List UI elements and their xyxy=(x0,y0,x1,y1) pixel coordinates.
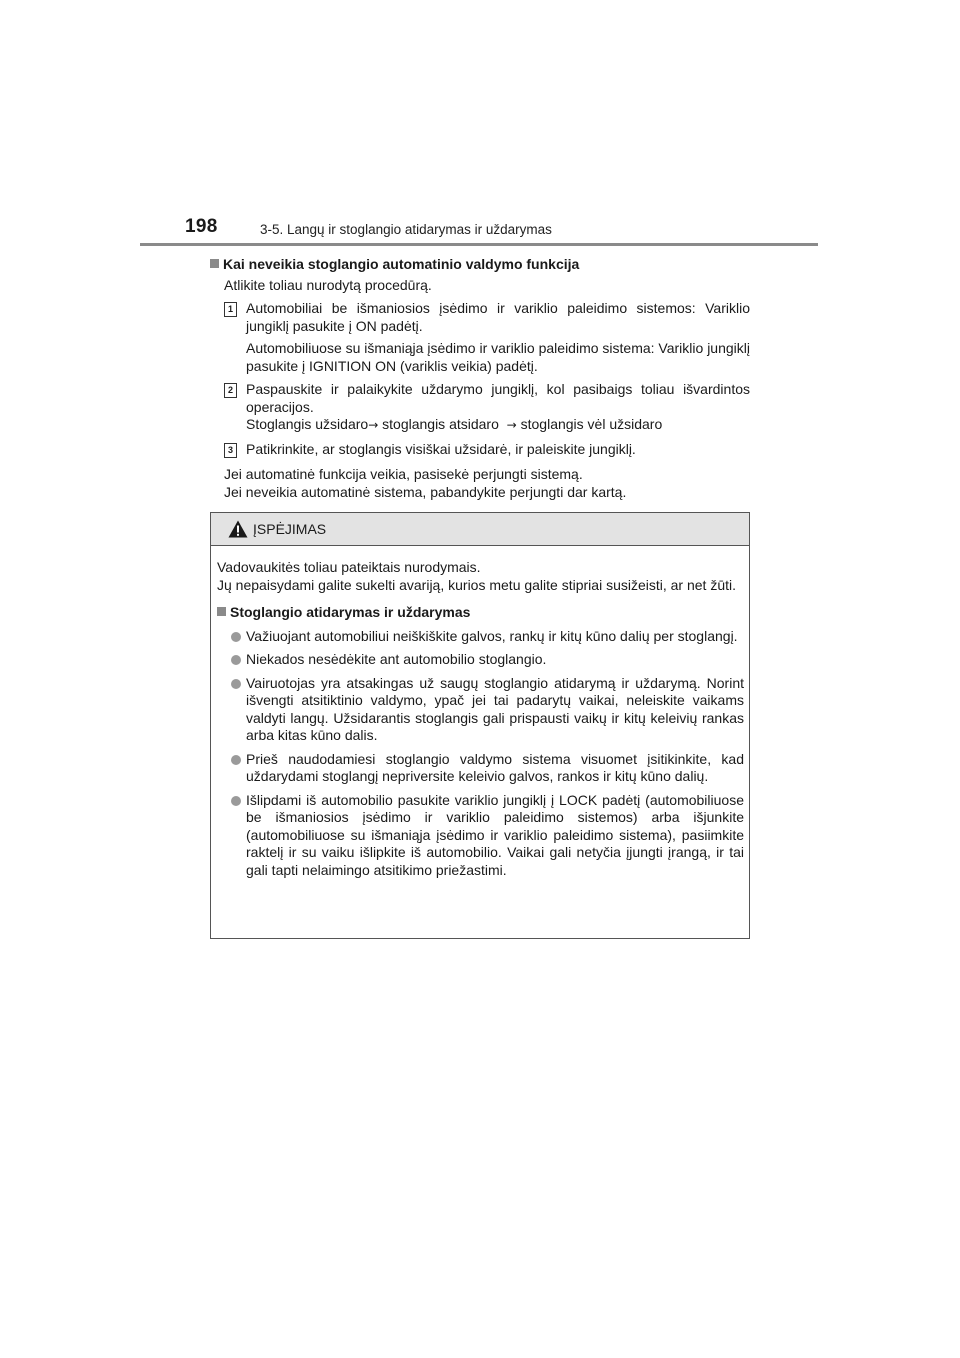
warning-bullet xyxy=(217,628,744,646)
step-number-badge: 1 xyxy=(224,302,237,317)
warning-title: ĮSPĖJIMAS xyxy=(253,521,327,537)
step-3-paragraph: Patikrinkite, ar stoglangis visiškai užsidarė, ir paleiskite jungiklį. xyxy=(246,440,636,457)
main-content xyxy=(210,256,750,501)
bullet-text: Važiuojant automobiliui neiškiškite galvos, rankų ir kitų kūno dalių per stoglangį. xyxy=(246,627,738,644)
step-2 xyxy=(210,381,750,435)
section-final-note xyxy=(210,466,750,501)
bullet-text: Niekados nesėdėkite ant automobilio stoglangio. xyxy=(246,651,547,667)
warning-bullet xyxy=(217,675,744,745)
final-note-line-2: Jei neveikia automatinė sistema, pabandykite perjungti dar kartą. xyxy=(224,483,627,500)
bullet-dot-icon xyxy=(231,655,241,665)
step-1-paragraph-2: Automobiliuose su išmaniąja įsėdimo ir variklio paleidimo sistema: Variklio jungiklį pasukite į IGNITION ON (variklis veikia) padėtį. xyxy=(246,340,750,374)
final-note-line-1: Jei automatinė funkcija veikia, pasisekė perjungti sistemą. xyxy=(224,466,583,482)
bullet-dot-icon xyxy=(231,632,241,642)
section-heading xyxy=(210,256,750,274)
square-bullet-icon xyxy=(210,259,219,268)
step-1 xyxy=(210,300,750,375)
sequence-item: Stoglangis užsidaro xyxy=(246,416,369,432)
warning-section-heading xyxy=(217,604,744,622)
sequence-item: stoglangis atsidaro xyxy=(382,416,499,432)
square-bullet-icon xyxy=(217,607,226,616)
step-2-sequence xyxy=(246,416,750,435)
step-3 xyxy=(210,441,750,459)
step-number-badge: 2 xyxy=(224,383,237,398)
warning-bullet xyxy=(217,792,744,880)
page-header-title: 3-5. Langų ir stoglangio atidarymas ir uždarymas xyxy=(260,222,552,237)
warning-intro-line-1: Vadovaukitės toliau pateiktais nurodymais. xyxy=(217,559,481,575)
step-2-text: Paspauskite ir palaikykite uždarymo jungiklį, kol pasibaigs toliau išvardintos operacijos. xyxy=(246,381,750,415)
bullet-text: Išlipdami iš automobilio pasukite variklio jungiklį į LOCK padėtį (automobiliuose be išmaniosios įsėdimo ir variklio paleidimo sistemos) arba išjunkite (automobiliuose su išmaniąja įsėdimo ir variklio paleidimo sistema), pasiimkite raktelį ir su vaiku išlipkite iš automobilio. Vaikai gali netyčia įjungti įrangą, ir tai gali tapti nelaimingo atsitikimo priežastimi. xyxy=(246,791,744,878)
bullet-text: Prieš naudodamiesi stoglangio valdymo sistema visuomet įsitikinkite, kad uždarydami stoglangį nepriversite keleivio galvos, rankos ir kitų kūno dalių. xyxy=(246,750,744,784)
bullet-dot-icon xyxy=(231,679,241,689)
sequence-item: stoglangis vėl užsidaro xyxy=(520,416,663,432)
warning-triangle-icon xyxy=(228,520,248,538)
step-number-badge: 3 xyxy=(224,443,237,458)
warning-box xyxy=(210,512,750,939)
arrow-right-icon: → xyxy=(506,418,517,432)
warning-bullet xyxy=(217,651,744,669)
section-heading-text: Kai neveikia stoglangio automatinio valdymo funkcija xyxy=(223,256,580,272)
header-rule xyxy=(140,243,818,246)
page-number: 198 xyxy=(185,216,218,237)
step-1-paragraph-1: Automobiliai be išmaniosios įsėdimo ir variklio paleidimo sistemos: Variklio jungiklį pasukite į ON padėtį. xyxy=(246,300,750,334)
arrow-right-icon: → xyxy=(368,418,379,432)
bullet-text: Vairuotojas yra atsakingas už saugų stoglangio atidarymą ir uždarymą. Norint išvengti atsitiktinio valdymo, ypač jei tai padarytų vaikai, neleiskite vaikams valdyti langų. Užsidarantis stoglangis gali prispausti vaikų ir kitų keleivių rankas arba kitas kūno dalis. xyxy=(246,674,744,743)
warning-heading-text: Stoglangio atidarymas ir uždarymas xyxy=(230,604,471,620)
section-intro: Atlikite toliau nurodytą procedūrą. xyxy=(224,276,432,293)
warning-bullet xyxy=(217,751,744,786)
warning-body xyxy=(211,546,749,879)
bullet-dot-icon xyxy=(231,796,241,806)
warning-intro-line-2: Jų nepaisydami galite sukelti avariją, kurios metu galite stipriai susižeisti, ar net žūti. xyxy=(217,576,737,593)
bullet-dot-icon xyxy=(231,755,241,765)
warning-header xyxy=(211,513,749,546)
